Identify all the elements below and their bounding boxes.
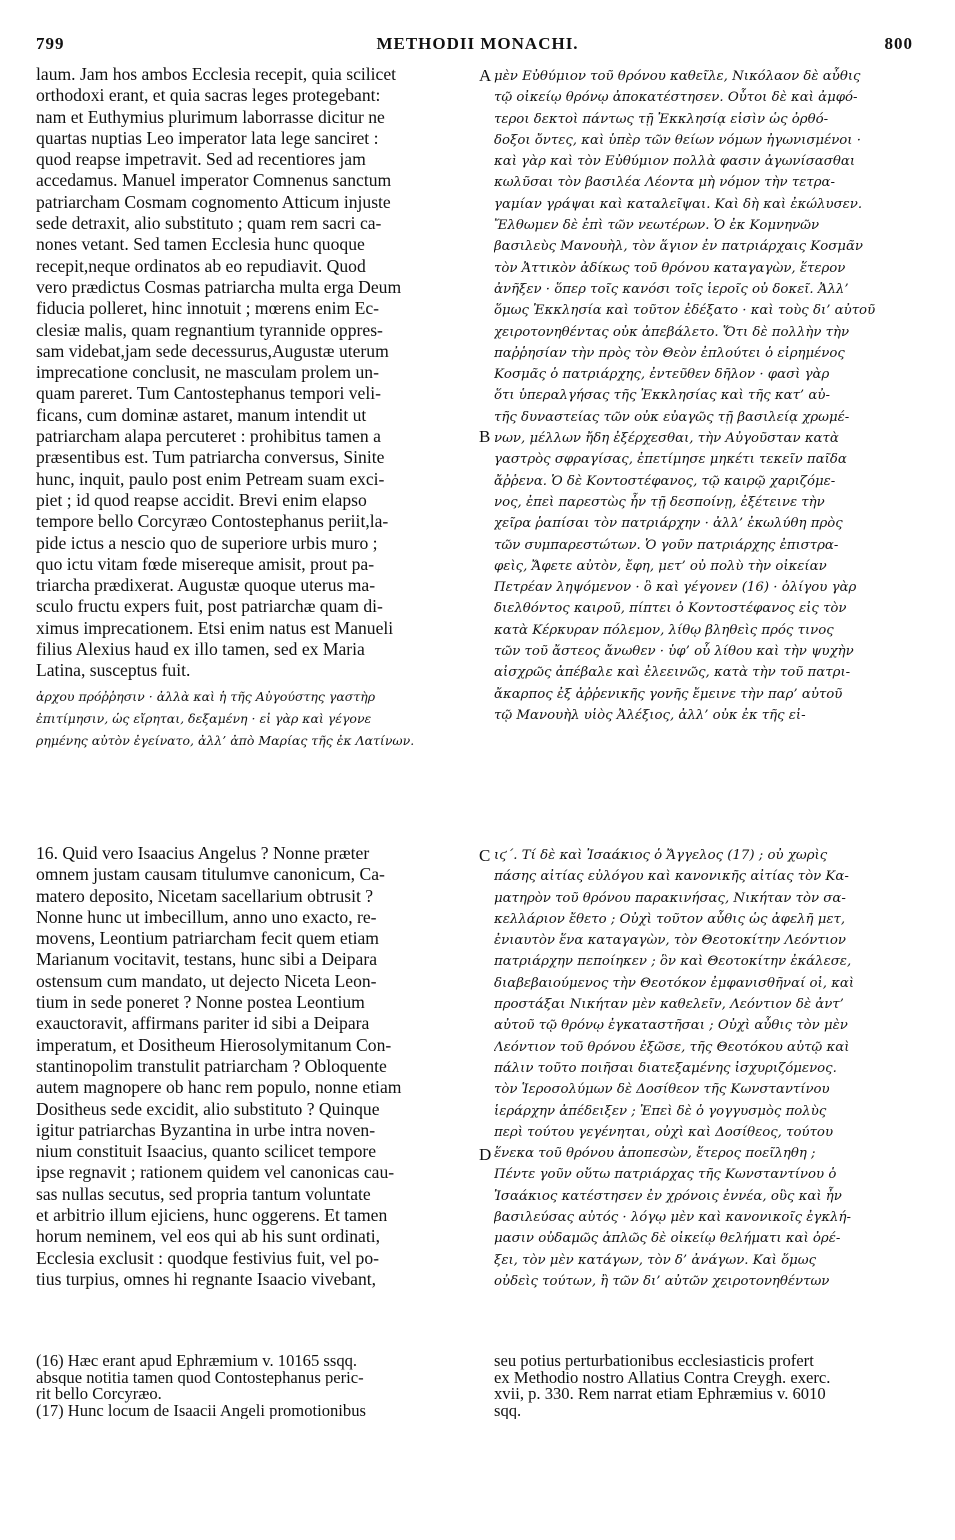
latin-text-line: ipse regnavit ; rationem quidem vel canonicas cau-	[36, 1162, 395, 1183]
greek-text-line: διελθόντος καιροῦ, πίπτει ὁ Κοντοστέφανος εἰς τὸν	[494, 601, 847, 617]
latin-text-line: triarcha prædixerat. Augustæ quoque uterus ma-	[36, 575, 376, 596]
footnote-line: sqq.	[494, 1402, 522, 1419]
greek-text-line: γαστρὸς σφραγίσας, ἐπετίμησε μηκέτι τεκεῖν παῖδα	[494, 452, 847, 468]
latin-text-line: Ecclesia exclusit : quodque festivius fuit, vel po-	[36, 1247, 379, 1268]
latin-text-line: patriarcham Cosmam cognomento Atticum injuste	[36, 191, 391, 212]
greek-text-line: διαβεβαιούμενος τὴν Θεοτόκον ἐμφανισθῆναί οἱ, καὶ	[494, 975, 855, 991]
greek-text-line: Πέντε γοῦν οὕτω πατριάρχας τῆς Κωνσταντίνου ὁ	[494, 1167, 837, 1183]
greek-text-line: τεροι δεκτοὶ πάντως τῇ Ἐκκλησίᾳ εἰσὶν ὡς ὀρθό-	[494, 111, 829, 127]
latin-text-line: nam et Euthymius plurimum laborrasse dicitur ne	[36, 106, 385, 127]
latin-text-line: pide ictus a nescio quo de superiore urbis muro ;	[36, 532, 378, 553]
greek-text-line: αἰσχρῶς ἀπέβαλε καὶ ἐλεεινῶς, κατὰ τὴν τοῦ πατρι-	[494, 665, 851, 681]
greek-text-line: γαμίαν γράψαι καὶ καταλεῖψαι. Καὶ δὴ καὶ ἐκώλυσεν.	[494, 196, 863, 212]
latin-text-line: Marianum vocitavit, testans, hunc sibi a Deipara	[36, 949, 378, 970]
latin-text-line: Nonne hunc ut imbecillum, anno uno exacto, re-	[36, 906, 377, 927]
latin-text-line: sede detraxit, alio substituto ; quam rem sacri ca-	[36, 213, 382, 234]
greek-text-line: αὐτοῦ τῷ θρόνῳ ἐγκαταστῆσαι ; Οὐχὶ αὖθις τὸν μὲν	[494, 1018, 848, 1034]
greek-text-line: ιϛ΄. Τί δὲ καὶ Ἰσαάκιος ὁ Ἄγγελος (17) ; οὐ χωρὶς	[494, 848, 828, 863]
greek-continuation-left	[36, 686, 486, 756]
greek-text-line: ἀρχου πρόῤῥησιν · ἀλλὰ καὶ ἡ τῆς Αὐγούστης γαστὴρ	[36, 689, 376, 704]
greek-text-line: ματηρὸν τοῦ θρόνου παρακινήσας, Νικήταν τὸν σα-	[494, 890, 846, 906]
latin-text-line: hunc, inquit, paulo post enim Petream suam exci-	[36, 468, 385, 489]
latin-text-line: vero prædictus Cosmas patriarcha multa erga Deum	[36, 276, 402, 297]
latin-text-line: recepit,neque ordinatos ab eo repudiavit. Quod	[36, 255, 366, 276]
margin-letter-d: D	[479, 1145, 492, 1164]
latin-text-line: imperatum, et Dositheum Hierosolymitanum Con-	[36, 1034, 392, 1055]
latin-text-line: laum. Jam hos ambos Ecclesia recepit, quia scilicet	[36, 64, 397, 84]
latin-text-line: sculo fructu expers fuit, post patriarchæ quam di-	[36, 596, 383, 617]
greek-text-line: τῷ Μανουὴλ υἱὸς Ἀλέξιος, ἀλλ’ οὐκ ἐκ τῆς εἰ-	[494, 707, 806, 723]
latin-text-line: igitur patriarchas Byzantina in urbe intra noven-	[36, 1119, 376, 1140]
greek-text-line: Πετρέαν ληψόμενον · ὃ καὶ γέγονεν (16) · ὀλίγου γὰρ	[494, 580, 857, 596]
latin-text-line: ostensum cum mandato, ut dejecto Niceta Leon-	[36, 970, 377, 991]
latin-text-line: filius Alexius haud ex illo tamen, sed ex Maria	[36, 639, 365, 660]
greek-text-line: προστάξαι Νικήταν μὲν καθελεῖν, Λεόντιον δὲ ἀντ’	[494, 997, 844, 1013]
margin-letter-b: B	[479, 427, 491, 446]
footnote-line: xvii, p. 330. Rem narrat etiam Ephræmius v. 6010	[494, 1386, 826, 1403]
latin-text-line: patriarcham alapa percuteret : prohibitus tamen a	[36, 426, 381, 447]
greek-text-line: πατριάρχην πεποίηκεν ; ὃν καὶ Θεοτοκίτην ἐκάλεσε,	[494, 954, 852, 970]
greek-text-line: ἱεράρχην ἀπέδειξεν ; Ἐπεὶ δὲ ὁ γογγυσμὸς πολὺς	[494, 1103, 827, 1119]
latin-text-line: movens, Leontium patriarcham fecit quem etiam	[36, 928, 379, 949]
latin-text-line: stantinopolim transtulit patriarcham ? Obloquente	[36, 1055, 387, 1076]
greek-text-line: χεῖρα ῥαπίσαι τὸν πατριάρχην · ἀλλ’ ἐκωλύθη πρὸς	[494, 516, 843, 532]
footnotes-left	[36, 1353, 476, 1433]
greek-text-line: Κοσμᾶς ὁ πατριάρχης, ἐντεῦθεν δῆλον · φασὶ γὰρ	[494, 367, 830, 383]
latin-text-line: Latina, susceptus fuit.	[36, 660, 191, 681]
greek-text-line: ὅτι ὑπεραλγήσας τῆς Ἐκκλησίας καὶ τῆς κατ’ αὐ-	[494, 388, 830, 404]
latin-text-line: quo ictu vitam fœde misereque amisit, prout pa-	[36, 553, 375, 574]
latin-text-line: fiducia polleret, hinc innotuit ; mœrens enim Ec-	[36, 298, 379, 319]
latin-text-line: accedamus. Manuel imperator Comnenus sanctum	[36, 170, 392, 191]
right-page-number: 800	[884, 34, 913, 53]
greek-text-line: Ἔλθωμεν δὲ ἐπὶ τῶν νεωτέρων. Ὁ ἐκ Κομνηνῶν	[494, 218, 820, 234]
greek-text-line: μασιν οὐδαμῶς ἁπλῶς δὲ οἰκείῳ θελήματι καὶ ὀρέ-	[494, 1231, 841, 1247]
latin-text-line: ficans, cum dominæ astaret, manum intendit ut	[36, 404, 367, 425]
latin-text-line: ximus imprecationem. Etsi enim natus est Manueli	[36, 617, 394, 638]
footnote-line: (17) Hunc locum de Isaacii Angeli promotionibus	[36, 1402, 366, 1419]
footnote-line: rit bello Corcyræo.	[36, 1386, 162, 1403]
greek-text-line: ἄκαρπος ἐξ ἀῤῥενικῆς γονῆς ἔμεινε τὴν παρ’ αὐτοῦ	[494, 686, 843, 702]
greek-text-line: ρημένης αὐτὸν ἐγείνατο, ἀλλ’ ἀπὸ Μαρίας τῆς ἐκ Λατίνων.	[36, 733, 415, 748]
latin-text-line: sam videbat,jam sede decessurus,Augustæ uterum	[36, 340, 389, 361]
greek-text-line: δοξοι ὄντες, καὶ ὑπὲρ τῶν θείων νόμων ἠγωνισμένοι ·	[494, 132, 861, 148]
greek-text-line: ἀνῆξεν · ὅπερ τοῖς κανόσι τοῖς ἱεροῖς οὐ δοκεῖ. Ἀλλ’	[494, 281, 849, 297]
greek-text-line: Ἰσαάκιος κατέστησεν ἐν χρόνοις ἐννέα, οὓς καὶ ἦν	[494, 1188, 842, 1204]
greek-text-line: Λεόντιον τοῦ θρόνου ἐξῶσε, τῆς Θεοτόκου αὐτῷ καὶ	[494, 1039, 850, 1055]
latin-text-line: horum neminem, vel eos qui ab his sunt ordinati,	[36, 1226, 381, 1247]
greek-text-line: ἐπιτίμησιν, ὡς εἴρηται, δεξαμένη · εἰ γὰρ καὶ γέγονε	[36, 711, 372, 726]
greek-text-line: τῶν συμπαρεστώτων. Ὁ γοῦν πατριάρχης ἐπιστρα-	[494, 537, 839, 553]
latin-text-line: Dositheus sede excidit, alio substituto ? Quinque	[36, 1098, 380, 1119]
latin-text-section-2	[36, 843, 472, 1297]
greek-text-line: τὸν Ἀττικὸν ἀδίκως τοῦ θρόνου καταγαγὼν, ἕτερον	[494, 260, 846, 276]
latin-text-line: imprecatione conclusit, ne masculam prolem un-	[36, 362, 379, 383]
latin-text-line: piet ; id quod reapse accidit. Brevi enim elapso	[36, 489, 367, 510]
latin-text-line: matero deposito, Nicetam sacellarium obtrusit ?	[36, 885, 374, 906]
greek-text-line: τῶν τοῦ ἄστεος ἄνωθεν · ὑφ’ οὗ λίθου καὶ τὴν ψυχὴν	[494, 644, 854, 660]
latin-text-line: sas nullas secutus, sed propria tantum voluntate	[36, 1183, 371, 1204]
greek-text-line: ἕνεκα τοῦ θρόνου ἀποπεσὼν, ἕτερος ποεῖληθη ;	[494, 1146, 816, 1162]
greek-text-line: χειροτονηθέντας οὐκ ἀπεβάλετο. Ὅτι δὲ πολλὴν τὴν	[494, 324, 850, 340]
greek-text-section-1	[494, 66, 920, 730]
latin-text-section-1	[36, 64, 472, 688]
margin-letter-c: C	[479, 846, 491, 865]
footnote-line: absque notitia tamen quod Contostephanus peric-	[36, 1369, 364, 1386]
greek-text-line: νων, μέλλων ἤδη ἐξέρχεσθαι, τὴν Αὐγοῦσταν κατὰ	[494, 431, 839, 447]
greek-text-line: μὲν Εὐθύμιον τοῦ θρόνου καθεῖλε, Νικόλαον δὲ αὖθις	[494, 69, 861, 84]
greek-text-line: πάλιν τοῦτο ποιῆσαι διατεξαμένης ἰσχυριζόμενος.	[494, 1060, 837, 1076]
greek-text-line: βασιλεὺς Μανουὴλ, τὸν ἅγιον ἐν πατριάρχαις Κοσμᾶν	[494, 239, 864, 255]
latin-text-line: quod reapse impetravit. Sed ad recentiores jam	[36, 149, 366, 170]
latin-text-line: tius turpius, omnes hi regnante Isaacio vivebant,	[36, 1268, 377, 1289]
latin-text-line: nones vetant. Sed tamen Ecclesia hunc quoque	[36, 234, 365, 255]
greek-text-line: κωλῦσαι τὸν βασιλέα Λέοντα μὴ νόμον τὴν τετρα-	[494, 175, 836, 191]
latin-text-line: nium constituit Isaacius, quanto scilicet tempore	[36, 1141, 377, 1162]
latin-text-line: autem magnopere ob hanc rem populo, nonne etiam	[36, 1077, 402, 1098]
greek-text-line: νος, ἐπεὶ παρεστὼς ἦν τῇ δεσποίνῃ, ἐξέτεινε τὴν	[494, 494, 825, 510]
latin-text-line: exauctoravit, affirmans pariter id sibi a Deipara	[36, 1013, 370, 1034]
footnote-line: (16) Hæc erant apud Ephræmium v. 10165 ssqq.	[36, 1353, 358, 1370]
footnote-line: seu potius perturbationibus ecclesiasticis profert	[494, 1353, 814, 1370]
latin-text-line: tium in sede poneret ? Nonne postea Leontium	[36, 992, 365, 1013]
greek-text-line: πάσης αἰτίας εὐλόγου καὶ κανονικῆς αἰτίας τὸν Κα-	[494, 869, 849, 885]
greek-text-line: περὶ τούτου γεγένηται, οὐχὶ καὶ Δοσίθεος, τούτου	[494, 1124, 834, 1140]
greek-text-line: ἐνιαυτὸν ἕνα καταγαγὼν, τὸν Θεοτοκίτην Λεόντιον	[494, 933, 847, 949]
latin-text-line: omnem justam causam titulumve canonicum, Ca-	[36, 864, 385, 885]
latin-text-line: quartas nuptias Leo imperator lata lege sanciret :	[36, 127, 379, 148]
greek-text-line: φεὶς, Ἄφετε αὐτὸν, ἔφη, μετ’ οὐ πολὺ τὴν οἰκείαν	[494, 558, 827, 574]
greek-text-line: ξει, τὸν μὲν κατάγων, τὸν δ’ ἀνάγων. Καὶ ὅμως	[494, 1252, 817, 1268]
greek-text-line: καὶ γὰρ καὶ τὸν Εὐθύμιον πολλὰ φασιν ἀγωνίσασθαι	[494, 154, 856, 170]
greek-text-line: οὐδεὶς τούτων, ἢ τῶν δι’ αὐτῶν χειροτονηθέντων	[494, 1273, 830, 1289]
greek-text-line: τῆς δυναστείας τῶν οὐκ εὐαγῶς τῇ βασιλείᾳ χρωμέ-	[494, 409, 850, 425]
greek-text-line: κατὰ Κέρκυραν πόλεμον, λίθῳ βληθεὶς πρός τινος	[494, 622, 834, 638]
latin-text-line: quam pareret. Tum Cantostephanus tempori veli-	[36, 383, 381, 404]
greek-text-line: παῤῥησίαν τὴν πρὸς τὸν Θεὸν ἐπλούτει ὁ εἰρημένος	[494, 345, 845, 361]
footnotes-right	[494, 1353, 920, 1433]
margin-letter-a: A	[479, 66, 492, 85]
footnote-line: ex Methodio nostro Allatius Contra Creygh. exerc.	[494, 1369, 831, 1386]
greek-text-line: βασιλεύσας αὐτός · λόγῳ μὲν καὶ κανονικοῖς ἐγκλή-	[494, 1210, 851, 1226]
left-page-number: 799	[36, 34, 65, 53]
greek-text-section-2	[494, 845, 920, 1297]
latin-text-line: 16. Quid vero Isaacius Angelus ? Nonne præter	[36, 843, 370, 863]
running-title: METHODII MONACHI.	[376, 34, 579, 53]
greek-text-line: τὸν Ἱεροσολύμων δὲ Δοσίθεον τῆς Κωνσταντίνου	[494, 1082, 830, 1098]
greek-text-line: ἄῤῥενα. Ὁ δὲ Κοντοστέφανος, τῷ καιρῷ χαριζόμε-	[494, 473, 836, 489]
latin-text-line: orthodoxi erant, et quia sacras leges protegebant:	[36, 85, 381, 106]
greek-text-line: τῷ οἰκείῳ θρόνῳ ἀποκατέστησεν. Οὗτοι δὲ καὶ ἀμφό-	[494, 90, 858, 106]
latin-text-line: tempore bello Corcyræo Contostephanus periit,la-	[36, 511, 389, 532]
latin-text-line: præsentibus est. Tum patriarcha conversus, Sinite	[36, 447, 385, 468]
latin-text-line: et arbitrio illum ejiciens, hunc oggerens. Et tamen	[36, 1205, 388, 1226]
greek-text-line: κελλάριον ἔθετο ; Οὐχὶ τοῦτον αὖθις ὡς ἀφελῆ μετ,	[494, 911, 846, 927]
latin-text-line: clesiæ malis, quam regnantium tyrannide oppres-	[36, 319, 383, 340]
greek-text-line: ὅμως Ἐκκλησία καὶ τοῦτον ἐδέξατο · καὶ τοὺς δι’ αὐτοῦ	[494, 303, 876, 319]
